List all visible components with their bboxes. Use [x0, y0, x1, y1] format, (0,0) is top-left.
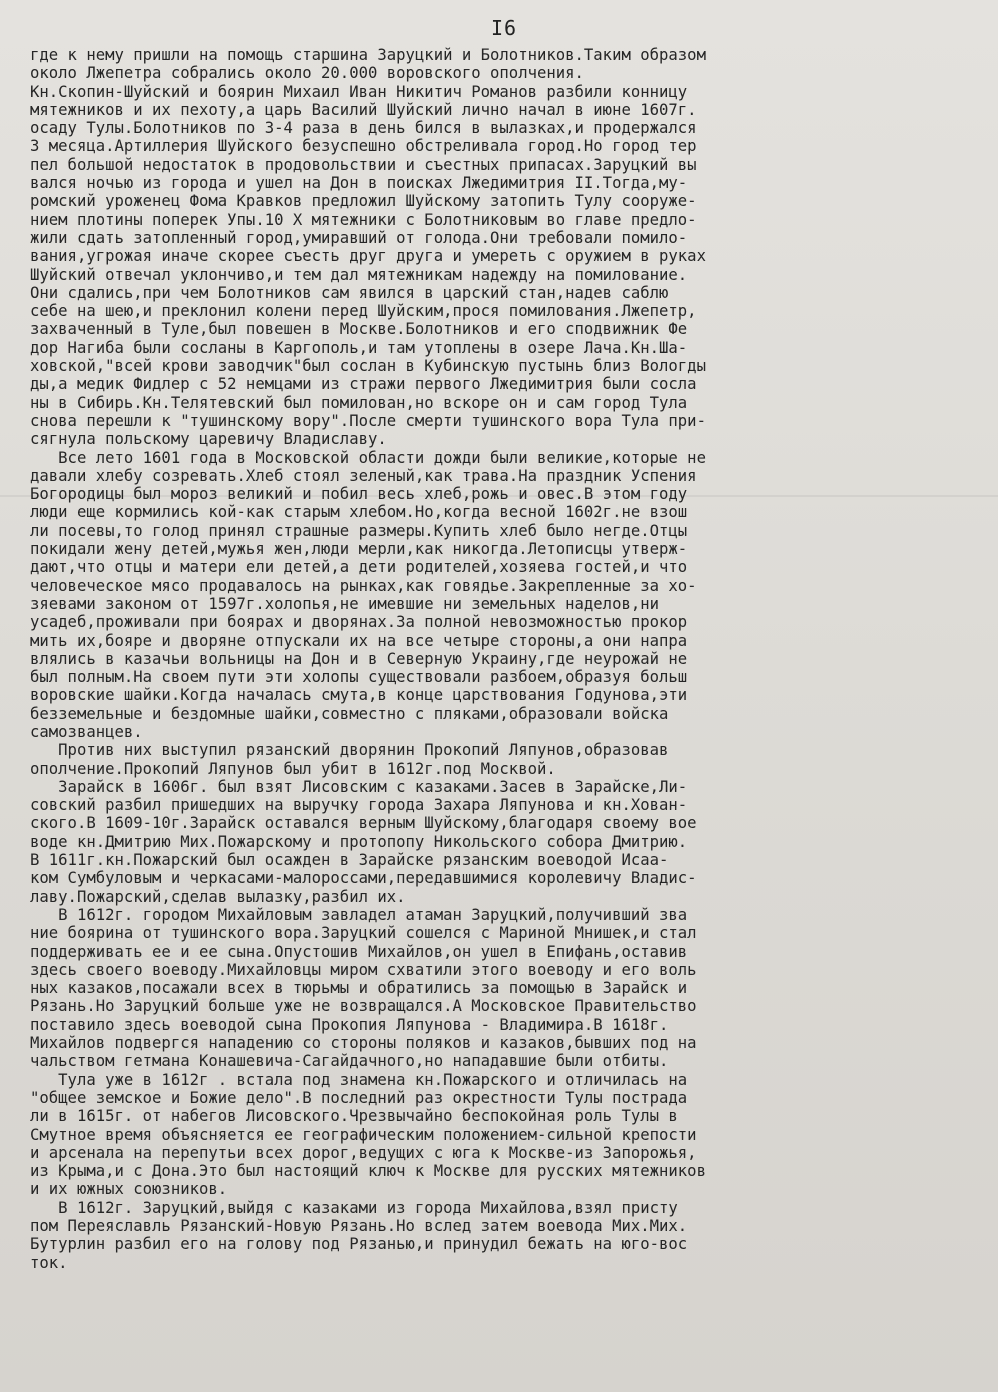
text-line: В 1612г. городом Михайловым завладел атаман Заруцкий,получивший зва [30, 905, 688, 924]
text-line: Кн.Скопин-Шуйский и боярин Михаил Иван Никитич Романов разбили конницу [30, 82, 688, 101]
text-line: нием плотины поперек Упы.10 X мятежники с Болотниковым во главе предло- [30, 210, 697, 229]
text-line: вался ночью из города и ушел на Дон в поисках Лжедимитрия II.Тогда,му- [30, 174, 688, 193]
text-line: В 1611г.кн.Пожарский был осажден в Зарайске рязанским воеводой Исаа- [30, 851, 669, 870]
text-line: ды,а медик Фидлер с 52 немцами из стражи первого Лжедимитрия были сосла [30, 375, 697, 394]
text-line: вания,угрожая иначе скорее съесть друг друга и умереть с оружием в руках [30, 247, 706, 266]
text-line: люди еще кормились кой-как старым хлебом.Но,когда весной 1602г.не взош [30, 503, 688, 522]
text-line: лаву.Пожарский,сделав вылазку,разбил их. [30, 887, 406, 906]
text-line: Шуйский отвечал уклончиво,и тем дал мятежникам надежду на помилование. [30, 265, 688, 284]
text-line: ток. [30, 1253, 68, 1272]
text-line: и их южных союзников. [30, 1180, 228, 1199]
text-line: воде кн.Дмитрию Мих.Пожарскому и протопопу Никольского собора Дмитрию. [30, 832, 688, 851]
text-line: совский разбил пришедших на выручку города Захара Ляпунова и кн.Хован- [30, 796, 688, 815]
text-line: Против них выступил рязанский дворянин Прокопий Ляпунов,образовав [30, 741, 669, 760]
text-line: жили сдать затопленный город,умиравший от голода.Они требовали помило- [30, 228, 688, 247]
text-line: снова перешли к "тушинскому вору".После смерти тушинского вора Тула при- [30, 411, 706, 430]
text-line: был полным.На своем пути эти холопы существовали разбоем,образуя больш [30, 668, 688, 687]
text-line: где к нему пришли на помощь старшина Заруцкий и Болотников.Таким образом [30, 46, 706, 64]
text-line: ромский уроженец Фома Кравков предложил Шуйскому затопить Тулу сооруже- [30, 192, 697, 211]
text-line: захваченный в Туле,был повешен в Москве.Болотников и его сподвижник Фе [30, 320, 688, 339]
text-line: из Крыма,и с Дона.Это был настоящий ключ к Москве для русских мятежников [30, 1162, 706, 1181]
text-line: "общее земское и Божие дело".В последний раз окрестности Тулы пострада [30, 1088, 688, 1107]
text-line: человеческое мясо продавалось на рынках,как говядье.Закрепленные за хо- [30, 576, 697, 595]
text-line: ком Сумбуловым и черкасами-малороссами,передавшимися королевичу Владис- [30, 869, 697, 888]
typed-text-body [30, 46, 978, 1272]
text-line: и арсенала на перепутьи всех дорог,ведущих с юга к Москве-из Запорожья, [30, 1143, 697, 1162]
text-line: Бутурлин разбил его на голову под Рязанью,и принудил бежать на юго-вос [30, 1235, 688, 1254]
text-line: безземельные и бездомные шайки,совместно с пляками,образовали войска [30, 704, 669, 723]
text-line: сягнула польскому царевичу Владиславу. [30, 430, 387, 449]
text-line: усадеб,проживали при боярах и дворянах.За полной невозможностью прокор [30, 613, 688, 632]
text-line: Смутное время объясняется ее географическим положением-сильной крепости [30, 1125, 697, 1144]
text-line: 3 месяца.Артиллерия Шуйского безуспешно обстреливала город.Но город тер [30, 137, 697, 156]
text-line: мятежников и их пехоту,а царь Василий Шуйский лично начал в июне 1607г. [30, 100, 697, 119]
text-line: Рязань.Но Заруцкий больше уже не возвращался.А Московское Правительство [30, 997, 697, 1016]
text-line: покидали жену детей,мужья жен,люди мерли,как никогда.Летописцы утверж- [30, 540, 688, 559]
text-line: ли посевы,то голод принял страшные размеры.Купить хлеб было негде.Отцы [30, 521, 688, 540]
text-line: здесь своего воеводу.Михайловцы миром схватили этого воеводу и его воль [30, 960, 697, 979]
text-line: ных казаков,посажали всех в тюрьмы и обратились за помощью в Зарайск и [30, 979, 688, 998]
text-line: ополчение.Прокопий Ляпунов был убит в 1612г.под Москвой. [30, 759, 556, 778]
text-line: Тула уже в 1612г . встала под знамена кн.Пожарского и отличилась на [30, 1070, 688, 1089]
text-line: Они сдались,при чем Болотников сам явился в царский стан,надев саблю [30, 283, 669, 302]
text-line: ховской,"всей крови заводчик"был сослан в Кубинскую пустынь близ Вологды [30, 357, 706, 376]
text-line: Все лето 1601 года в Московской области дожди были великие,которые не [30, 448, 706, 467]
text-line: пел большой недостаток в продовольствии и съестных припасах.Заруцкий вы [30, 155, 697, 174]
text-line: Михайлов подвергся нападению со стороны поляков и казаков,бывших под на [30, 1034, 697, 1053]
page-number: I6 [490, 16, 518, 40]
text-line: поставило здесь воеводой сына Прокопия Ляпунова - Владимира.В 1618г. [30, 1015, 669, 1034]
text-line: чальством гетмана Конашевича-Сагайдачного,но нападавшие были отбиты. [30, 1052, 669, 1071]
text-line: дор Нагиба были сосланы в Каргополь,и там утоплены в озере Лача.Кн.Ша- [30, 338, 688, 357]
text-line: мить их,бояре и дворяне отпускали их на все четыре стороны,а они напра [30, 631, 688, 650]
text-line: осаду Тулы.Болотников по 3-4 раза в день бился в вылазках,и продержался [30, 119, 697, 138]
text-line: давали хлебу созревать.Хлеб стоял зеленый,как трава.На праздник Успения [30, 466, 697, 485]
text-line: себе на шею,и преклонил колени перед Шуйским,прося помилования.Лжепетр, [30, 302, 697, 321]
text-line: влялись в казачьи вольницы на Дон и в Северную Украину,где неурожай не [30, 649, 688, 668]
text-line: воровские шайки.Когда началась смута,в конце царствования Годунова,эти [30, 686, 688, 705]
text-line: самозванцев. [30, 722, 143, 741]
text-line: ли в 1615г. от набегов Лисовского.Чрезвычайно беспокойная роль Тулы в [30, 1107, 678, 1126]
text-line: ны в Сибирь.Кн.Телятевский был помилован,но вскоре он и сам город Тула [30, 393, 688, 412]
text-line: пом Переяславль Рязанский-Новую Рязань.Но вслед затем воевода Мих.Мих. [30, 1217, 688, 1235]
text-line: ского.В 1609-10г.Зарайск оставался верным Шуйскому,благодаря своему вое [30, 814, 697, 833]
page-fold [0, 495, 998, 497]
text-line: ние боярина от тушинского вора.Заруцкий сошелся с Мариной Мнишек,и стал [30, 924, 697, 943]
text-line: В 1612г. Заруцкий,выйдя с казаками из города Михайлова,взял присту [30, 1198, 678, 1217]
text-line: поддерживать ее и ее сына.Опустошив Михайлов,он ушел в Епифань,оставив [30, 942, 688, 961]
text-line: около Лжепетра собрались около 20.000 воровского ополчения. [30, 64, 584, 83]
text-line: Богородицы был мороз великий и побил весь хлеб,рожь и овес.В этом году [30, 485, 688, 504]
text-line: Зарайск в 1606г. был взят Лисовским с казаками.Засев в Зарайске,Ли- [30, 777, 688, 796]
text-line: зяевами законом от 1597г.холопья,не имевшие ни земельных наделов,ни [30, 594, 660, 613]
text-line: дают,что отцы и матери ели детей,а дети родителей,хозяева гостей,и что [30, 558, 688, 577]
